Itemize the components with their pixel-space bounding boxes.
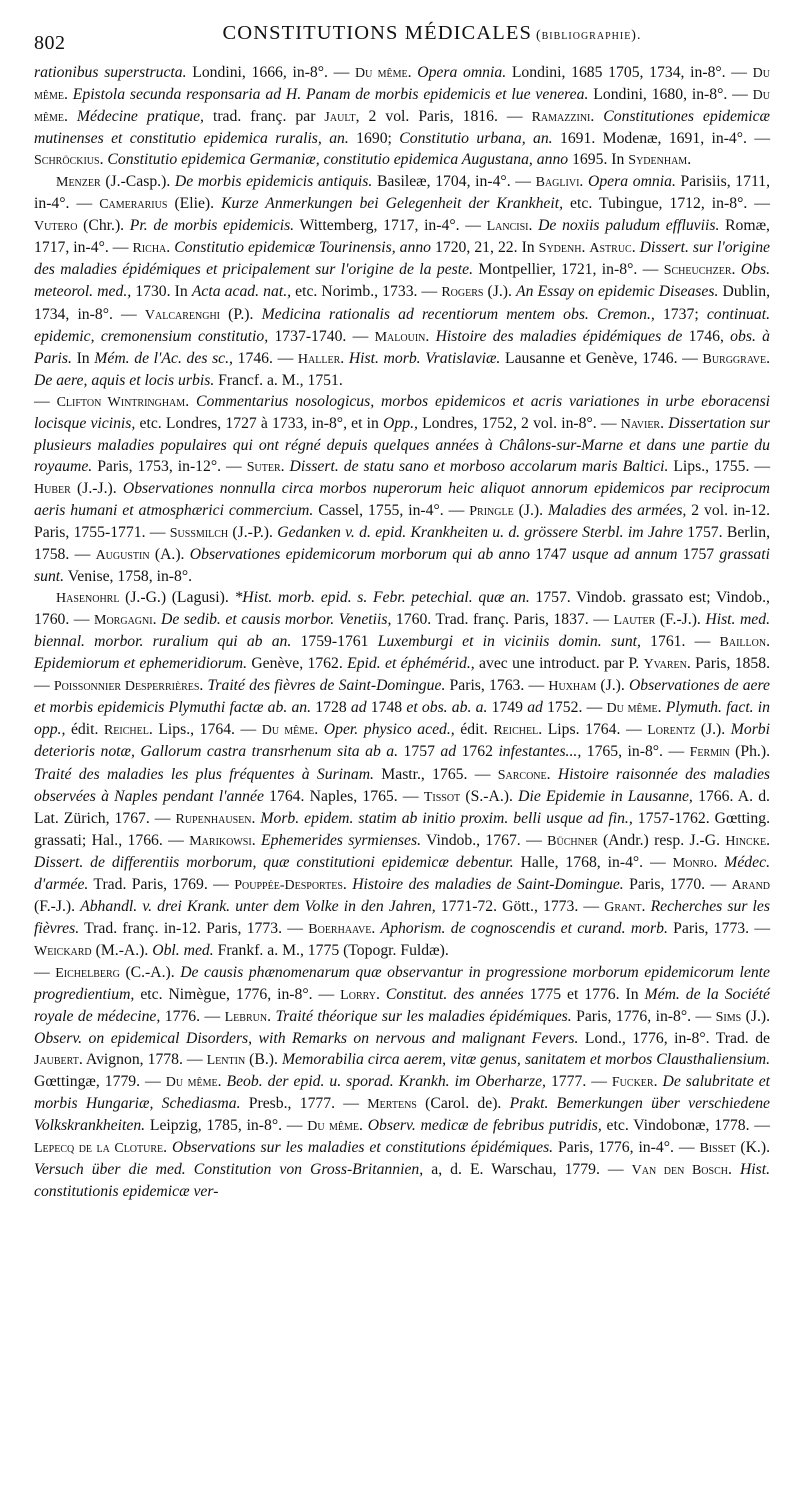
author-name-run: Jaubert [34,1053,79,1069]
italic-title-run: Mém. de l'Ac. des sc., [94,349,233,367]
text-run: trad. franç. par [203,108,325,126]
page-number: 802 [34,32,66,54]
author-name-run: Navier [620,416,661,432]
italic-title-run: Observationes epidemicorum morborum qui ab anno [189,546,530,564]
author-name-run: Vutero [34,219,78,235]
author-name-run: Reichel [493,723,539,739]
text-run: (B.). [245,1051,282,1069]
author-name-run: Menzer [56,175,101,191]
text-run: 1737-1740. — [268,327,375,345]
text-run: Presb., 1777. — [240,1095,368,1113]
text-run: etc. Londres, 1727 à 1733, in-8°, et in [135,414,384,432]
author-name-run: Du même [34,88,771,126]
italic-title-run: Obs. meteorol. med., [34,261,770,301]
text-run: 1747 [529,546,572,564]
author-name-run: Valcarenghi [144,307,220,323]
text-run: . [342,875,353,893]
text-run: (J.). [483,283,517,301]
text-run: 1757 [677,546,720,564]
text-run: . [687,151,692,169]
text-run: (Elie). [167,195,222,213]
italic-title-run: De causis phænomenarum quæ observantur in progressione morborum epidemicorum lente progredientium, [34,963,771,1003]
text-run: . [425,327,436,345]
text-run: 1760. Trad. franç. Paris, 1837. — [391,611,614,629]
italic-title-run: Gedanken v. d. epid. Krankheiten u. d. grössere Sterbl. im Jahre [277,523,683,541]
italic-title-run: Opp., [383,414,418,432]
text-run: . [152,611,162,629]
text-run: . [251,831,261,849]
text-run: 1752. — [542,699,607,717]
author-name-run: Bisset [699,1141,736,1157]
author-name-run: Camerarius [99,197,168,213]
bibliography-paragraph [34,171,770,390]
italic-title-run: Plymuth. fact. in opp., [34,699,771,739]
text-run: . [371,919,381,937]
author-name-run: Boerhaave [308,921,372,937]
italic-title-run: Hist. morb. Vratislaviæ. [348,349,501,367]
text-run: (P.). [220,305,262,323]
text-run: 1746, [682,327,731,345]
italic-title-run: Morbi deterioris notæ, Gallorum castra transrhenum sita ab a. [34,721,770,761]
italic-title-run: *Hist. morb. epid. s. Febr. petechial. quæ an. [234,589,530,607]
author-name-run: Poissonnier Desperrières [53,679,200,695]
text-run: 1759-1761 [291,633,378,651]
text-run: Venise, 1758, in-8°. [64,568,193,586]
text-run: . Avignon, 1778. — [78,1051,207,1069]
author-name-run: Morgagni [94,613,153,629]
text-run: , 2 vol. Paris, 1816. — [355,108,532,126]
text-run: 1764. Naples, 1765. — [263,787,424,805]
author-name-run: Mertens [367,1097,417,1113]
italic-title-run: De sedib. et causis morbor. Venetiis, [161,611,392,629]
text-run: . [590,108,604,126]
text-run: 1730. In [131,283,192,301]
text-run: avec une introduct. par P. [474,655,644,673]
text-run: (C.-A.). [119,963,181,981]
text-run: 1746. — [232,349,298,367]
text-run: 1748 [366,699,407,717]
italic-title-run: Luxemburgi et in viciniis domin. sunt, [377,633,641,651]
text-run: 1771-72. Gött., 1773. — [435,897,605,915]
text-run: In [71,349,95,367]
text-run: (S.-A.). [460,787,519,805]
text-run: (J.). [596,677,629,695]
text-run: . [340,349,349,367]
text-run: (J.). [695,721,731,739]
italic-title-run: An Essay on epidemic Diseases. [516,283,719,301]
text-run: — [34,392,57,410]
italic-title-run: Epid. et éphémérid., [347,655,475,673]
text-run: Paris, 1763. — [445,677,549,695]
text-run: etc. Norimb., 1733. — [291,283,442,301]
text-run: (J.-P.). [228,523,278,541]
italic-title-run: Hist. med. biennal. morbor. ruralium qui ab an. [34,611,771,651]
author-name-run: Eichelberg [55,965,120,981]
italic-title-run: Traité des fièvres de Saint-Domingue. [207,677,446,695]
text-run: Frankf. a. M., 1775 (Topogr. Fuldæ). [213,941,449,959]
text-run: . [314,721,324,739]
text-run: 1766. A. d. Lat. Zürich, 1767. — [34,787,770,827]
author-name-run: Richa [132,241,167,257]
italic-title-run: Beob. der epid. u. sporad. Krankh. im Oberharze, [226,1073,546,1091]
author-name-run: Lentin [206,1053,246,1069]
bibliography-paragraph [34,962,770,1203]
author-name-run: Du même [34,66,771,104]
running-header [34,22,770,62]
text-run: édit. [454,721,494,739]
author-name-run: Ramazzini [531,110,591,126]
text-run: . [199,677,208,695]
italic-title-run: Medicina rationalis ad recentiorum mentem obs. Cremon., [261,305,655,323]
bibliography-paragraph [34,391,770,587]
text-run: a, d. E. Warschau, 1779. — [423,1161,632,1179]
author-name-run: Sarcone [497,767,547,783]
italic-title-run: grassati sunt. [34,546,770,586]
italic-title-run: Histoire des maladies de Saint-Domingue. [352,875,624,893]
italic-title-run: Constitutio epidemica Germaniæ, constitutio epidemica Augustana, anno [107,151,569,169]
author-name-run: Lorentz [647,723,696,739]
author-name-run: Jault [324,110,356,126]
italic-title-run: Mém. de la Société royale de médecine, [34,985,770,1026]
italic-title-run: Médecine pratique, [76,108,204,126]
author-name-run: Scheuchzer [663,263,732,279]
author-name-run: Grant [604,899,642,915]
text-run: Vindob., 1767. — [421,831,548,849]
text-run: 2 vol. in-12. Paris, 1755-1771. — [34,501,770,541]
text-run: (A.). [149,546,190,564]
italic-title-run: Epidemiorum et ephemeridiorum. [34,655,247,673]
author-name-run: Sims [715,1010,742,1026]
text-run: . [185,392,197,410]
author-name-run: Haller [297,351,341,367]
text-run: Parisiis, 1711, in-4°. — [34,173,771,213]
italic-title-run: et obs. ab. a. [406,699,488,717]
text-run: . [579,173,588,191]
italic-title-run: Opera omnia. [587,173,676,191]
italic-title-run: Traité théorique sur les maladies épidémiques. [275,1008,572,1026]
bibliography-paragraph [34,587,770,962]
text-run: etc. Tubingue, 1712, in-8°. — [563,195,770,213]
italic-title-run: Opera omnia. [417,64,507,81]
italic-title-run: Kurze Anmerkungen bei Gelegenheit der Krankheit, [221,195,564,213]
italic-title-run: Traité des maladies les plus fréquentes à Surinam. [34,765,374,783]
italic-title-run: Recherches sur les fièvres. [34,897,770,937]
text-run: Lausanne et Genève, 1746. — [500,349,703,367]
text-run: (Andr.) resp. J.-G. [597,831,726,849]
italic-title-run: Observationes de aere et morbis epidemicis Plymuthi factæ ab. an. [34,677,771,717]
text-run: 1720, 21, 22. In [431,239,539,257]
text-run: Paris, 1770. — [623,875,732,893]
italic-title-run: Commentarius nosologicus, morbos epidemicos et acris variationes in urbe eboracensi locisque vicinis, [34,392,771,432]
text-run: Basileæ, 1704, in-4°. — [372,173,536,191]
text-run: Londres, 1752, 2 vol. in-8°. — [417,414,621,432]
italic-title-run: De aere, aquis et locis urbis. [34,371,215,389]
text-run: Lips., 1755. — [668,457,771,475]
italic-title-run: Morb. epidem. statim ab initio proxim. belli usque ad fin., [260,809,633,827]
italic-title-run: Abhandl. v. drei Krank. unter dem Volke in den Jahren, [80,897,436,915]
author-name-run: Lorry [340,987,376,1003]
author-name-run: Du même [606,701,658,717]
author-name-run: Astruc [589,241,632,257]
text-run: Leipzig, 1785, in-8°. — [145,1117,308,1135]
author-name-run: Rogers [441,285,484,301]
text-run: édit. [65,721,104,739]
text-run: Londini, 1685 1705, 1734, in-8°. — [506,64,753,81]
author-name-run: Lancisi [486,219,529,235]
text-run: Paris, 1753, in-12°. — [92,457,247,475]
text-run: Gœttingæ, 1779. — [34,1073,166,1091]
italic-title-run: usque ad annum [571,546,678,564]
text-run: 1765, in-8°. — [581,743,690,761]
italic-title-run: Histoire raisonnée des maladies observées à Naples pendant l'année [34,765,771,805]
italic-title-run: Dissertation sur plusieurs maladies populaires qui ont régné depuis quelques années à Châlons-sur-Marne et dans une partie du royaume. [34,414,770,475]
text-run: 1691. Modenæ, 1691, in-4°. — [552,130,771,148]
text-run: — [34,963,56,981]
italic-title-run: Aphorism. de cognoscendis et curand. morb. [380,919,668,937]
text-run: (F.-J.). [34,897,81,915]
text-run: . [267,1008,276,1026]
italic-title-run: De salubritate et morbis Hungariæ, Schediasma. [34,1073,771,1113]
italic-title-run: Oper. physico aced., [323,721,455,739]
text-run: Lond., 1776, in-8°. Trad. de [578,1030,771,1048]
author-name-run: Du même [261,723,315,739]
text-run: . [280,457,290,475]
text-run: . [641,897,651,915]
italic-title-run: ad [350,699,367,717]
text-run: . [657,699,666,717]
text-run: . Paris, 1858. — [34,655,770,695]
author-name-run: Hincke [725,833,767,849]
italic-title-run: Observations sur les maladies et constitutions épidémiques. [171,1139,554,1157]
text-run: (J.-J.). [70,479,123,497]
text-run: 1762 [456,743,499,761]
author-name-run: Weickard [34,943,92,959]
text-run: . [217,1073,227,1091]
author-name-run: Du même [165,1075,218,1091]
italic-title-run: Dissert. sur l'origine des maladies épidémiques et pricipalement sur l'origine de la peste. [34,239,771,279]
text-run: Wittemberg, 1717, in-4°. — [294,217,487,235]
author-name-run: Reichel [103,723,149,739]
text-run: . [166,239,175,257]
text-run: . [766,349,771,367]
italic-title-run: De noxiis paludum effluviis. [538,217,720,235]
author-name-run: Van den Bosch [631,1163,728,1179]
text-run: Londini, 1680, in-8°. — [588,86,753,104]
text-run: (Ph.). [729,743,770,761]
running-title: CONSTITUTIONS MÉDICALES [222,22,532,44]
text-run: Romæ, 1717, in-4°. — [34,217,770,257]
text-run: (Carol. de). [416,1095,510,1113]
author-name-run: Sussmilch [169,525,229,541]
text-run: . [64,86,73,104]
italic-title-run: Observ. on epidemical Disorders, with Remarks on nervous and malignant Fevers. [34,1030,579,1048]
author-name-run: Büchner [547,833,598,849]
italic-title-run: De morbis epidemicis antiquis. [174,173,373,191]
bibliography-paragraph [34,62,770,171]
text-run: Francf. a. M., 1751. [214,371,343,389]
text-run: . [163,1139,172,1157]
text-run: Paris, 1776, in-4°. — [553,1139,700,1157]
text-run: (Chr.). [77,217,130,235]
text-run: 1777. — [545,1073,612,1091]
author-name-run: Clifton Wintringham [56,394,186,410]
italic-title-run: Hist. constitutionis epidemicæ ver- [34,1161,771,1201]
author-name-run: Baillon [719,635,767,651]
author-name-run: Du même [307,1119,359,1135]
author-name-run: Augustin [95,548,150,564]
text-run: . [660,414,669,432]
text-run: Trad. franç. in-12. Paris, 1773. — [79,919,309,937]
text-run: . [766,831,770,849]
text-run: Trad. Paris, 1769. — [88,875,235,893]
text-run: 1775 et 1776. In [523,985,645,1003]
text-run: (M.-A.). [91,941,153,959]
italic-title-run: Dissert. de statu sano et morboso accolarum maris Baltici. [289,457,669,475]
author-name-run: Monro [672,855,714,871]
text-run: . [528,217,539,235]
italic-title-run: Constitutio epidemicæ Tourinensis, anno [174,239,432,257]
text-run: . [581,239,590,257]
text-run: . [731,261,741,279]
text-run: (J.-G.) (Lagusi). [119,589,235,607]
italic-title-run: Constitutio urbana, an. [399,130,553,148]
text-run: Cassel, 1755, in-4°. — [313,501,470,519]
italic-title-run: continuat. epidemic, cremonensium constitutio, [34,305,771,345]
author-name-run: Schröckius [34,153,100,169]
text-run: Mastr., 1765. — [373,765,498,783]
text-run: (J.-Casp.). [100,173,175,191]
author-name-run: Fucker [611,1075,654,1091]
text-run: Montpellier, 1721, in-8°. — [473,261,664,279]
text-run: 1757 [398,743,441,761]
italic-title-run: ad [527,699,543,717]
text-run: 1757-1762. Gœtting. grassati; Hal., 1766. — [34,809,770,849]
author-name-run: Suter [246,459,281,475]
italic-title-run: Versuch über die med. Constitution von Gross-Britannien, [34,1161,424,1179]
text-run: . [653,1073,663,1091]
author-name-run: Du même [355,66,408,81]
author-name-run: Lauter [613,613,656,629]
text-run: 1728 [311,699,351,717]
author-name-run: Hasenohrl [56,591,120,607]
author-name-run: Yvaren [643,657,687,673]
author-name-run: Huxham [548,679,597,695]
text-run: . [64,108,77,126]
italic-title-run: Médec. d'armée. [34,853,771,893]
text-run: (J.). [741,1008,771,1026]
text-run: 1695. In [568,151,629,169]
text-run: . [727,1161,740,1179]
italic-title-run: Die Epidemie in Lausanne, [518,787,693,805]
text-run: . [375,985,386,1003]
italic-title-run: Obl. med. [152,941,214,959]
text-run: . [713,853,725,871]
italic-title-run: Histoire des maladies épidémiques de [435,327,683,345]
author-name-run: Sydenham [628,153,688,169]
author-name-run: Rupenhausen [175,811,252,827]
italic-title-run: Constitutiones epidemicæ mutinenses et constitutio epidemica ruralis, an. [34,108,771,148]
text-run: Paris, 1773. — [667,919,771,937]
text-run: . [766,633,771,651]
text-run: . [631,239,640,257]
author-name-run: Lebrun [224,1010,268,1026]
author-name-run: Pringle [469,503,514,519]
text-run: (K.). [735,1139,770,1157]
author-name-run: Arand [731,877,771,893]
author-name-run: Baglivi [535,175,580,191]
text-run: etc. Nimègue, 1776, in-8°. — [134,985,341,1003]
text-run: 1776. — [160,1008,225,1026]
bibliography-text [34,62,770,1202]
italic-title-run: ad [440,743,457,761]
italic-title-run: Epistola secunda responsaria ad H. Panam de morbis epidemicis et lue venerea. [72,86,589,104]
author-name-run: Lepecq de la Cloture [34,1141,164,1157]
author-name-run: Huber [34,481,71,497]
author-name-run: Sydenh [538,241,582,257]
text-run: . Lips., 1764. — [148,721,262,739]
italic-title-run: rationibus superstructa. [34,64,187,81]
text-run: 1749 [487,699,528,717]
text-run: Halle, 1768, in-4°. — [513,853,673,871]
author-name-run: Fermin [689,745,730,761]
text-run: . [251,809,261,827]
text-run: . [358,1117,368,1135]
text-run: 1690; [348,130,400,148]
text-run: (F.-J.). [655,611,706,629]
italic-title-run: Pr. de morbis epidemicis. [129,217,295,235]
italic-title-run: Dissert. de differentiis morborum, quæ constitutioni epidemicæ debentur. [34,853,514,871]
italic-title-run: Observationes nonnulla circa morbos nuperorum heic aliquot annorum epidemicos par reciprocum aeris humani et atmosphærici commercium. [34,479,770,519]
italic-title-run: Observ. medicæ de febribus putridis, [367,1117,602,1135]
text-run: 1737; [654,305,707,323]
text-run: Londini, 1666, in-8°. — [186,64,356,81]
italic-title-run: Memorabilia circa aerem, vitæ genus, sanitatem et morbos Clausthaliensium. [281,1051,770,1069]
author-name-run: Tissot [423,789,461,805]
text-run: etc. Vindobonæ, 1778. — [601,1117,770,1135]
text-run: Genève, 1762. [247,655,348,673]
text-run: . [546,765,558,783]
italic-title-run: infestantes..., [498,743,582,761]
text-run: Paris, 1776, in-8°. — [571,1008,716,1026]
italic-title-run: Constitut. des années [385,985,524,1003]
text-run: . Lips. 1764. — [538,721,648,739]
text-run: 1761. — [640,633,720,651]
italic-title-run: Prakt. Bemerkungen über verschiedene Volkskrankheiten. [34,1095,771,1135]
author-name-run: Burggrave [702,351,767,367]
italic-title-run: Ephemerides syrmienses. [260,831,422,849]
text-run: . [99,151,108,169]
running-subtitle: (bibliographie). [535,28,642,43]
text-run: 1757. Vindob. grassato est; Vindob., 1760. — [34,589,770,629]
text-run: Dublin, 1734, in-8°. — [34,283,771,323]
author-name-run: Malouin [374,329,426,345]
author-name-run: Pouppée-Desportes [234,877,343,893]
italic-title-run: Maladies des armées, [547,501,687,519]
italic-title-run: Acta acad. nat., [191,283,292,301]
author-name-run: Marikowsi [189,833,252,849]
text-run: 1757. Berlin, 1758. — [34,523,770,564]
text-run: (J.). [513,501,548,519]
italic-title-run: obs. à Paris. [34,327,771,367]
text-run: . [407,64,418,81]
